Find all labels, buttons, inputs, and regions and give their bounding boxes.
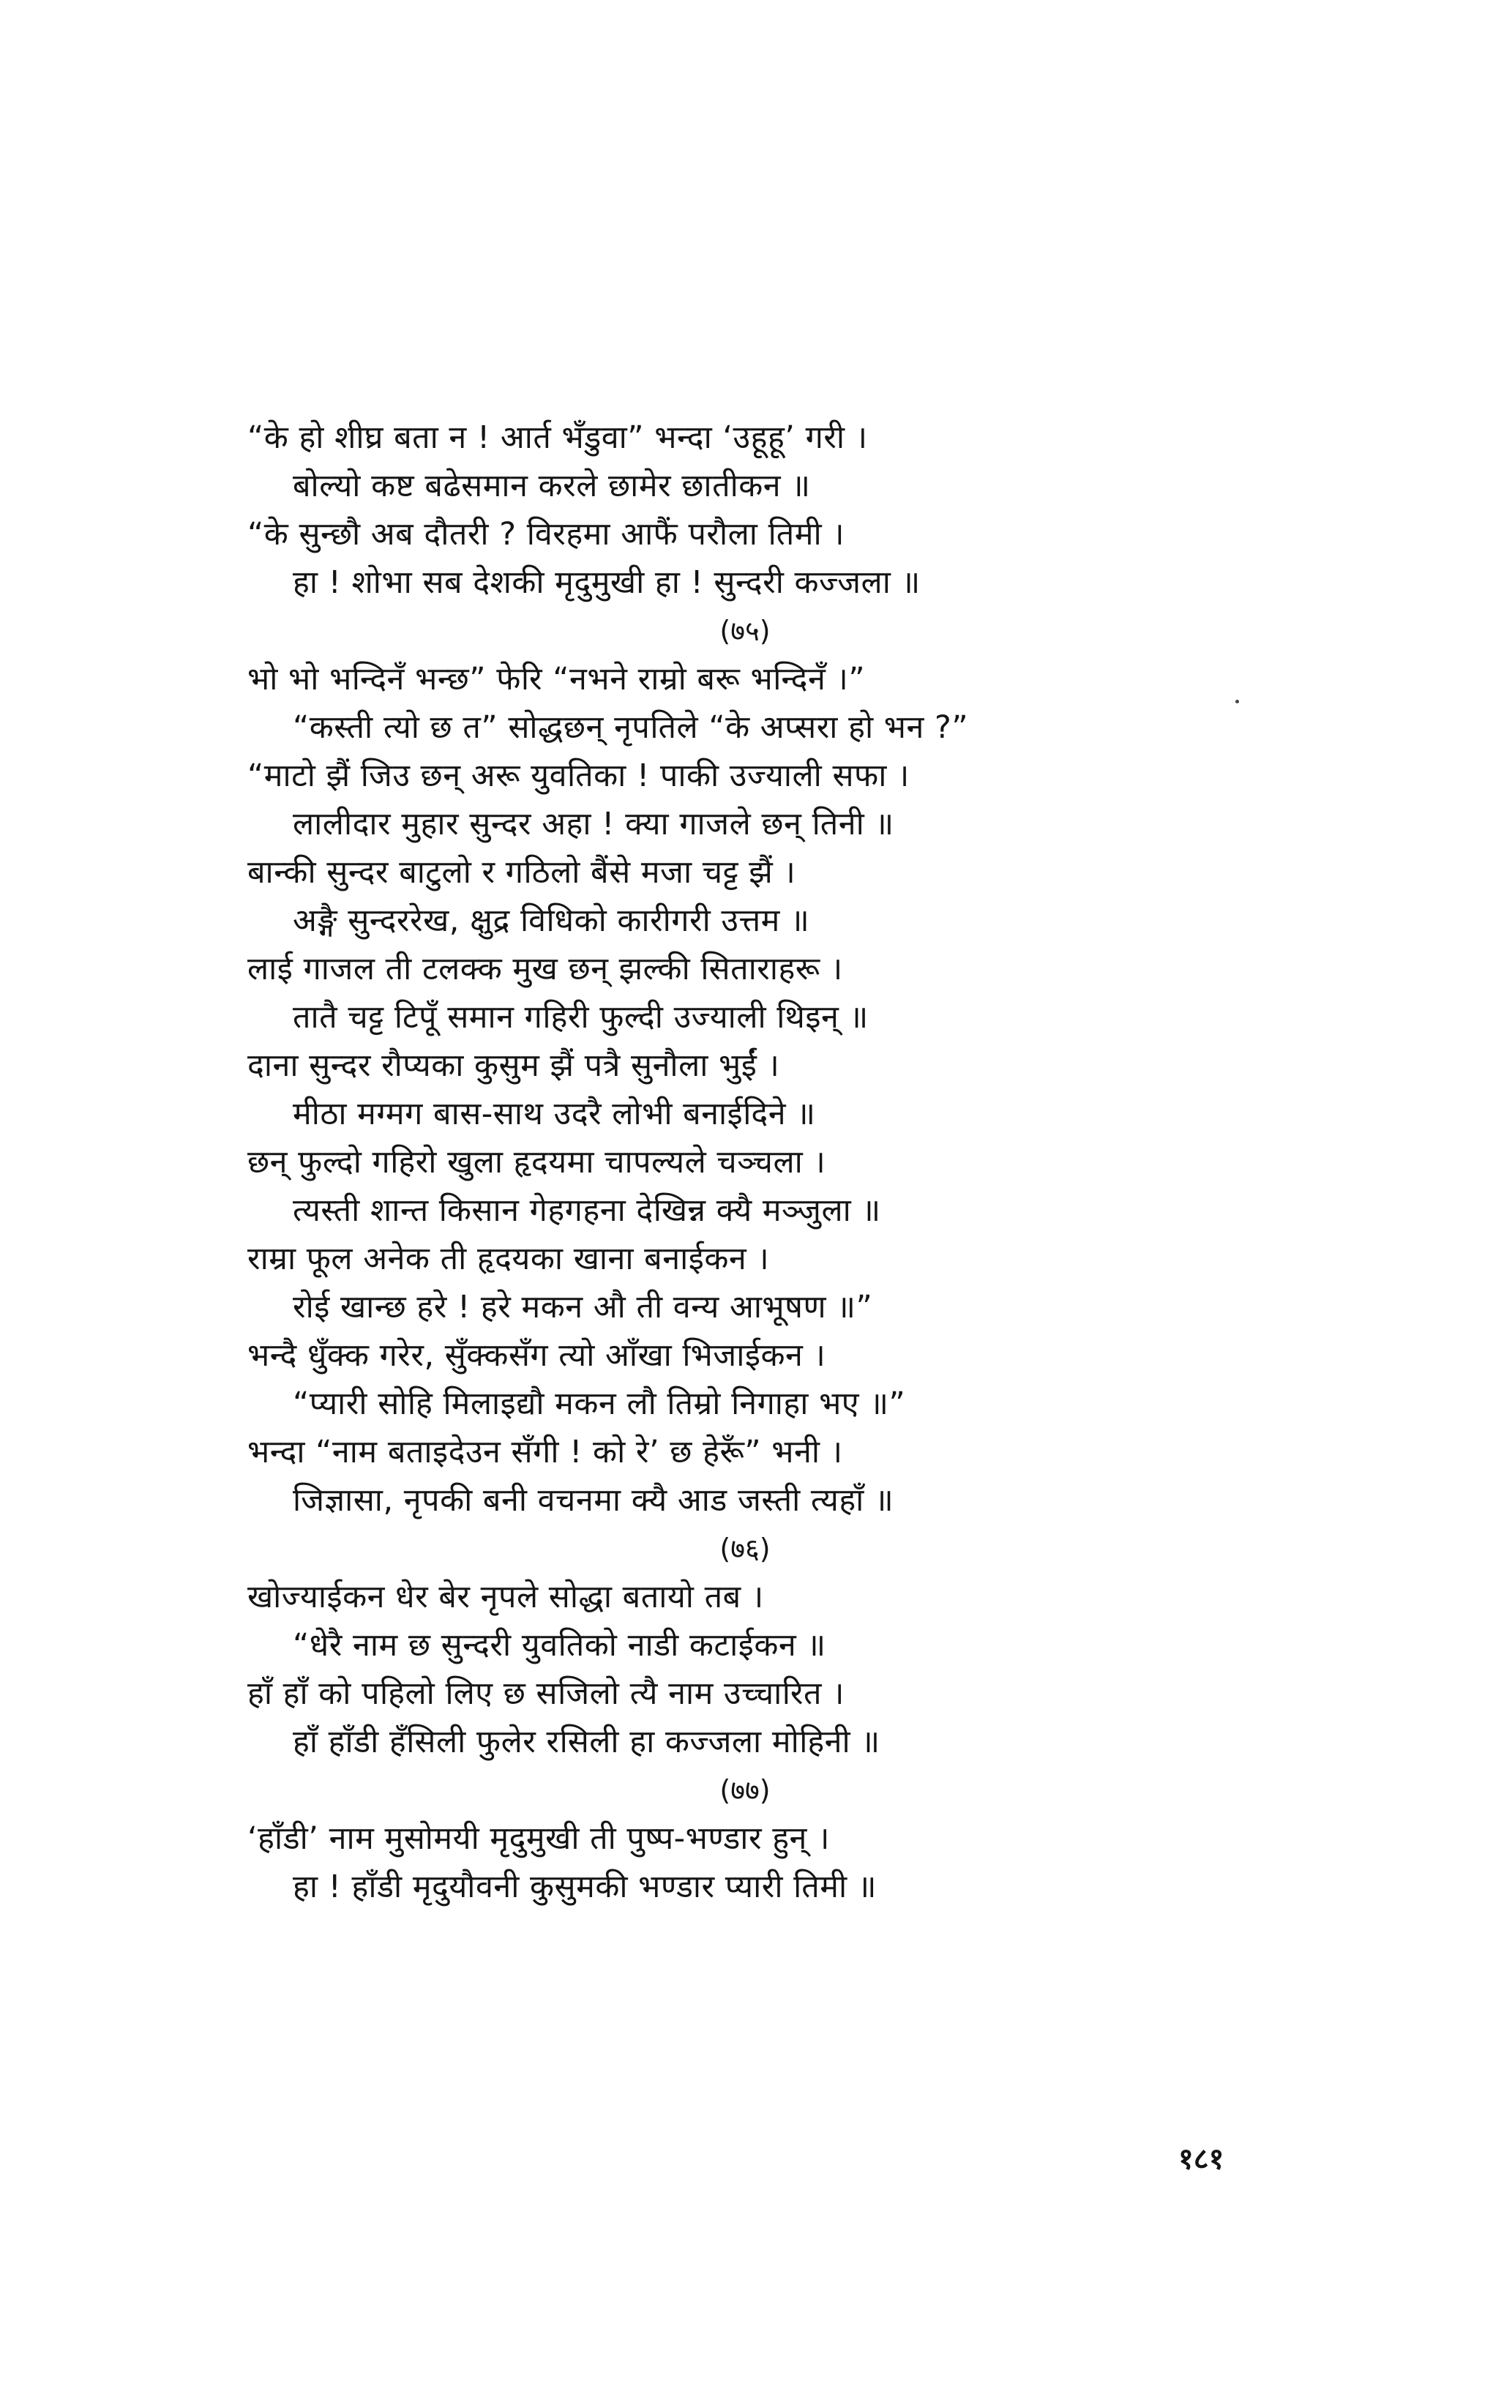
verse-line: “कस्ती त्यो छ त” सोद्धछन् नृपतिले “के अप्सरा हो भन ?” [293,709,969,746]
verse-line: भन्दै धुँक्क गरेर, सुँक्कसँग त्यो आँखा भिजाईकन । [247,1337,826,1374]
verse-line: ‘हाँडी’ नाम मुसोमयी मृदुमुखी ती पुष्प-भण्डार हुन् । [247,1820,830,1857]
verse-number: (७६) [719,1533,771,1565]
verse-line: अङ्गै सुन्दररेख, क्षुद्र विधिको कारीगरी उत्तम ॥ [293,902,810,939]
verse-line: “माटो झैं जिउ छन् अरू युवतिका ! पाकी उज्याली सफा । [247,758,910,794]
verse-line: भो भो भन्दिनँ भन्छ” फेरि “नभने राम्रो बरू भन्दिनँ ।” [247,661,866,698]
verse-line: रोई खान्छ हरे ! हरे मकन औ ती वन्य आभूषण ॥” [293,1289,873,1325]
verse-line: राम्रा फूल अनेक ती हृदयका खाना बनाईकन । [247,1241,770,1277]
verse-line: खोज्याईकन धेर बेर नृपले सोद्धा बतायो तब । [247,1579,764,1615]
verse-line: जिज्ञासा, नृपकी बनी वचनमा क्यै आड जस्ती त्यहाँ ॥ [293,1482,894,1519]
verse-line: मीठा मग्मग बास-साथ उदरै लोभी बनाईदिने ॥ [293,1096,816,1132]
verse-number: (७५) [719,615,771,647]
verse-line: तातै चट्ट टिपूँ समान गहिरी फुल्दी उज्याली थिइन् ॥ [293,999,869,1036]
verse-line: बोल्यो कष्ट बढेसमान करले छामेर छातीकन ॥ [293,468,811,504]
verse-number: (७७) [719,1774,771,1806]
verse-line: दाना सुन्दर रौप्यका कुसुम झैं पत्रै सुनौला भुईं । [247,1047,780,1084]
verse-line: हा ! हाँडी मृदुयौवनी कुसुमकी भण्डार प्यारी तिमी ॥ [293,1869,877,1905]
verse-line: बान्की सुन्दर बाटुलो र गठिलो बैंसे मजा चट्ट झैं । [247,854,796,891]
verse-line: “के हो शीघ्र बता न ! आर्त भँडुवा” भन्दा ‘उहूहू’ गरी । [247,419,868,456]
verse-line: त्यस्ती शान्त किसान गेहगहना देखिन्न क्यै मञ्जुला ॥ [293,1192,881,1229]
verse-line: भन्दा “नाम बताइदेउन सँगी ! को रे’ छ हेरूँ” भनी । [247,1434,843,1470]
verse-line: लाई गाजल ती टलक्क मुख छन् झल्की सिताराहरू । [247,951,843,987]
verse-line: हाँ हाँ को पहिलो लिए छ सजिलो त्यै नाम उच्चारित । [247,1675,845,1712]
page-number: १८१ [1178,2142,1224,2176]
verse-line: “के सुन्छौ अब दौतरी ? विरहमा आफैं परौला तिमी । [247,516,845,553]
verse-line: हा ! शोभा सब देशकी मृदुमुखी हा ! सुन्दरी कज्जला ॥ [293,564,921,601]
verse-line: हाँ हाँडी हँसिली फुलेर रसिली हा कज्जला मोहिनी ॥ [293,1724,880,1760]
verse-line: लालीदार मुहार सुन्दर अहा ! क्या गाजले छन् तिनी ॥ [293,806,894,842]
verse-line: “धेरै नाम छ सुन्दरी युवतिको नाडी कटाईकन ॥ [293,1627,826,1664]
verse-line: “प्यारी सोहि मिलाइद्यौ मकन लौ तिम्रो निगाहा भए ॥” [293,1386,906,1422]
print-speck [1235,700,1239,703]
poem-body [247,414,1155,1911]
verse-line: छन् फुल्दो गहिरो खुला हृदयमा चापल्यले चञ्चला । [247,1144,826,1181]
